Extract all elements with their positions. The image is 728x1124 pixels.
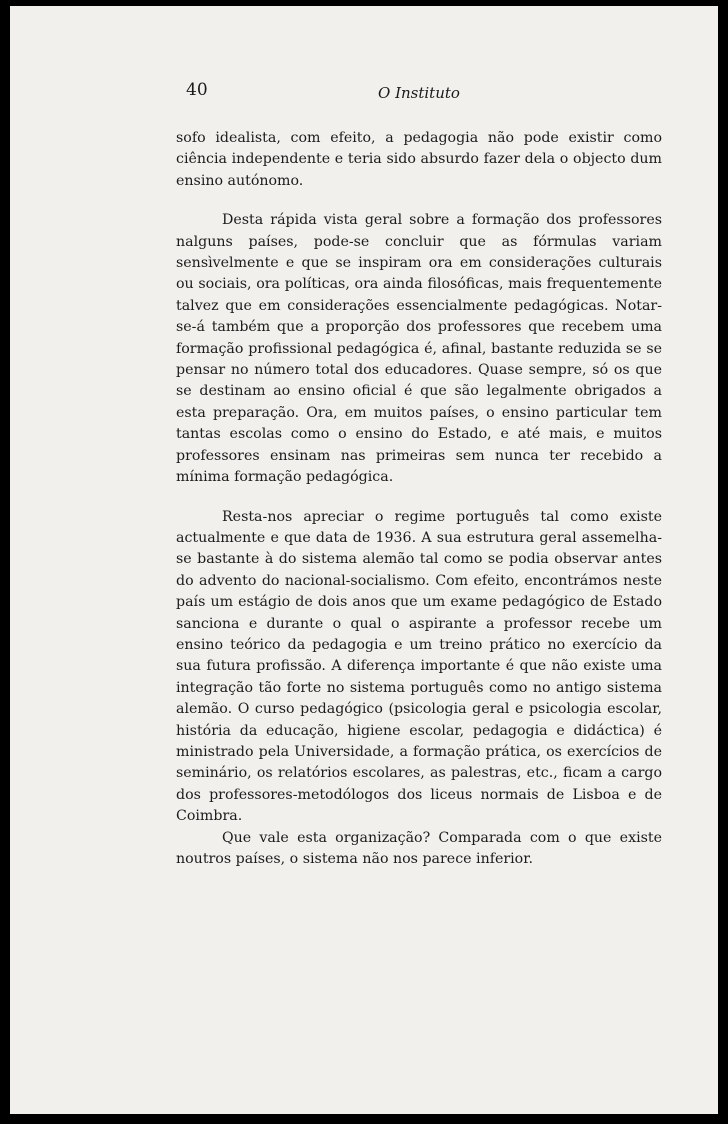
running-head: [10, 80, 718, 110]
paragraph-portuguese-regime: Resta-nos apreciar o regime português tal como existe actualmente e que data de 1936. A sua estrutura geral assemelha-se bastante à do sistema alemão tal como se podia observar antes do advento do nacional-socialismo. Com efeito, encontrámos neste país um estágio de dois anos que um exame pedagógico de Estado sanciona e durante o qual o aspirante a professor recebe um ensino teórico da pedagogia e um treino prático no exercício da sua futura profissão. A diferença importante é que não existe uma integração tão forte no sistema português como no antigo sistema alemão. O curso pedagógico (psicologia geral e psicologia escolar, história da educação, higiene escolar, pedagogia e didáctica) é ministrado pela Universidade, a formação prática, os exercícios de seminário, os relatórios escolares, as palestras, etc., ficam a cargo dos professores-metodólogos dos liceus normais de Lisboa e de Coimbra.: [176, 508, 662, 825]
book-page: [10, 6, 718, 1114]
paragraph-evaluation: Que vale esta organização? Comparada com o que existe noutros países, o sistema não nos parece inferior.: [176, 829, 662, 867]
paragraph-continued: sofo idealista, com efeito, a pedagogia não pode existir como ciência independente e teria sido absurdo fazer dela o objecto dum ensino autónomo.: [176, 130, 662, 189]
page-number: 40: [186, 80, 208, 100]
journal-title: O Instituto: [378, 84, 460, 102]
paragraph-overview: Desta rápida vista geral sobre a formação dos professores nalguns países, pode-se concluir que as fórmulas variam sensìvelmente e que se inspiram ora em considerações culturais ou sociais, ora políticas, ora ainda filosóficas, mais frequentemente talvez que em considerações essencialmente pedagógicas. Notar-se-á também que a proporção dos professores que recebem uma formação profissional pedagógica é, afinal, bastante reduzida se se pensar no número total dos educadores. Quase sempre, só os que se destinam ao ensino oficial é que são legalmente obrigados a esta preparação. Ora, em muitos países, o ensino particular tem tantas escolas como o ensino do Estado, e até mais, e muitos professores ensinam nas primeiras sem nunca ter recebido a mínima formação pedagógica.: [176, 212, 662, 486]
body-text: [176, 128, 662, 870]
